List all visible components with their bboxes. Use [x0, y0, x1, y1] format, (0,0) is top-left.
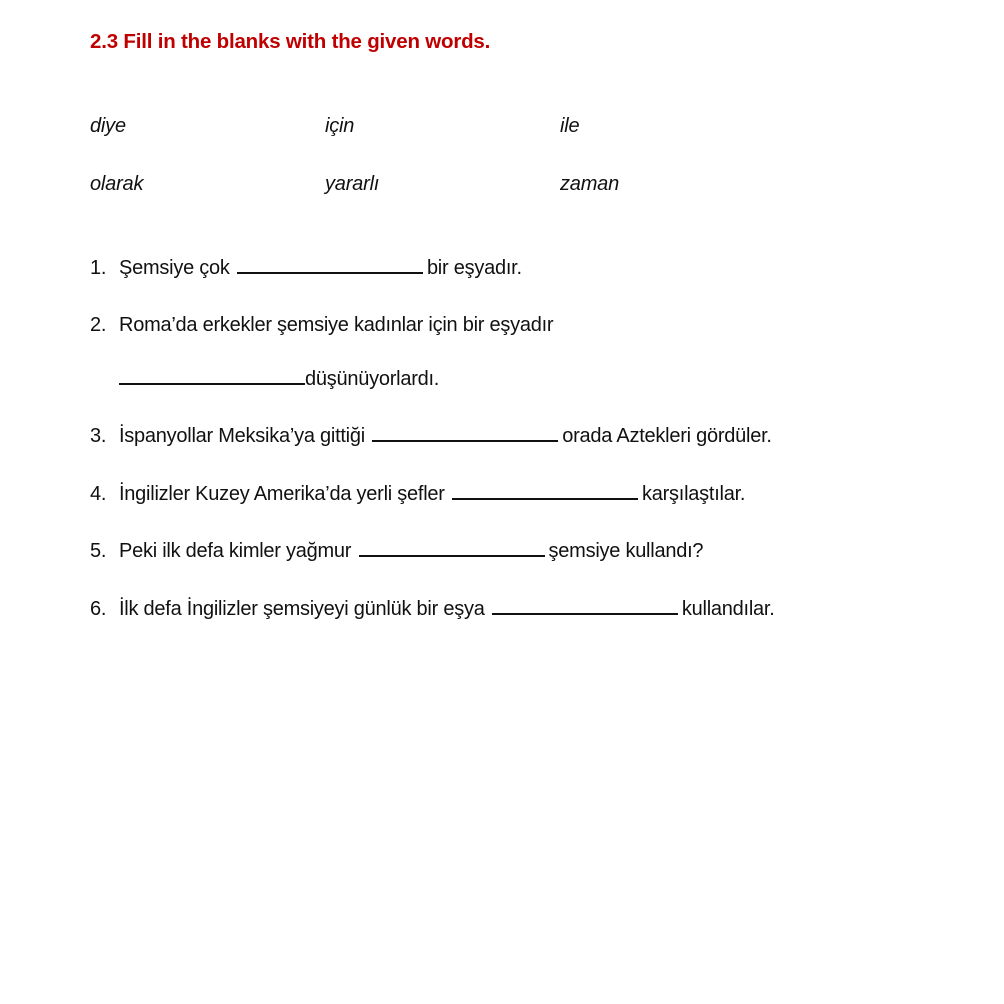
item-text-before: İspanyollar Meksika’ya gittiği [119, 425, 365, 447]
item-number: 4. [90, 483, 107, 505]
word-bank-item: olarak [90, 173, 144, 195]
item-text-after: bir eşyadır. [426, 257, 522, 279]
item-text-before: İlk defa İngilizler şemsiyeyi günlük bir eşya [119, 598, 485, 620]
exercise-item-4 [90, 483, 745, 506]
item-number: 2. [90, 314, 107, 336]
exercise-item-2-continuation [119, 368, 439, 391]
item-number: 5. [90, 540, 107, 562]
item-text-after: şemsiye kullandı? [548, 540, 704, 562]
item-text-after: karşılaştılar. [642, 483, 746, 505]
answer-blank[interactable] [372, 439, 558, 442]
item-text-before: Peki ilk defa kimler yağmur [119, 540, 352, 562]
exercise-item-3 [90, 425, 772, 448]
answer-blank[interactable] [237, 271, 423, 274]
item-text-after: düşünüyorlardı. [305, 368, 440, 390]
item-text-line1: Roma’da erkekler şemsiye kadınlar için bir eşyadır [119, 314, 554, 336]
item-text-after: orada Aztekleri gördüler. [562, 425, 772, 447]
item-number: 3. [90, 425, 107, 447]
item-text-after: kullandılar. [681, 598, 775, 620]
exercise-title: 2.3 Fill in the blanks with the given words. [90, 30, 491, 53]
item-text-before: Şemsiye çok [119, 257, 230, 279]
answer-blank[interactable] [359, 554, 545, 557]
item-number: 6. [90, 598, 107, 620]
answer-blank[interactable] [452, 497, 638, 500]
word-bank-item: zaman [560, 173, 620, 195]
answer-blank[interactable] [492, 612, 678, 615]
word-bank-item: ile [560, 115, 580, 137]
word-bank-item: diye [90, 115, 126, 137]
exercise-item-1 [90, 257, 522, 280]
item-text-before: İngilizler Kuzey Amerika’da yerli şefler [119, 483, 445, 505]
exercise-item-5 [90, 540, 703, 563]
answer-blank[interactable] [119, 382, 305, 385]
exercise-item-6 [90, 598, 775, 621]
word-bank-item: için [325, 115, 355, 137]
exercise-item-2 [90, 314, 553, 337]
word-bank-item: yararlı [325, 173, 380, 195]
item-number: 1. [90, 257, 107, 279]
